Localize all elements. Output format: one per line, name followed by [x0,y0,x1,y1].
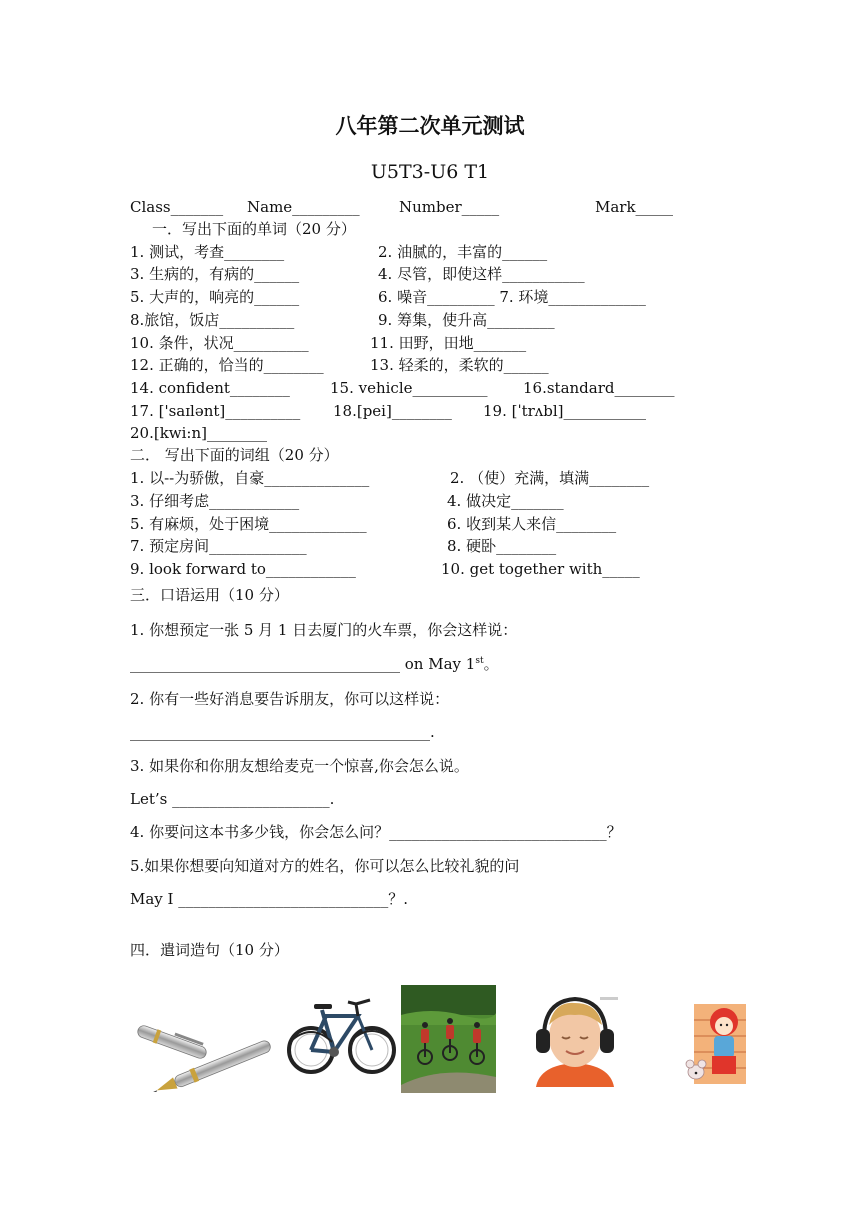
list-item: 1. 测试，考查________ [130,243,285,261]
list-item: 18.[pei]________ [333,402,452,420]
answer-5: May I ____________________________？. [130,890,409,908]
list-item: 10. get together with_____ [441,560,640,578]
class-field: Class_______ [130,198,224,216]
question-3: 3. 如果你和你朋友想给麦克一个惊喜,你会怎么说。 [130,757,469,775]
list-item: 4. 尽管，即使这样___________ [378,265,585,283]
list-item: 7. 预定房间_____________ [130,537,307,555]
bicycle-image [286,992,396,1084]
list-item: 3. 生病的，有病的______ [130,265,300,283]
cyclists-photo [401,985,496,1093]
list-item: 14. confident________ [130,379,290,397]
question-2: 2. 你有一些好消息要告诉朋友，你可以这样说： [130,690,450,708]
list-item: 11. 田野，田地_______ [370,334,527,352]
list-item: 9. 筹集，使升高_________ [378,311,555,329]
list-item: 6. 噪音_________ 7. 环境_____________ [378,288,646,306]
page-title: 八年第二次单元测试 [335,113,525,138]
answer-1-line: ____________________________________ on May 1 [130,655,476,673]
answer-2: ________________________________________. [130,723,435,741]
list-item: 6. 收到某人来信________ [447,515,617,533]
question-4: 4. 你要问这本书多少钱，你会怎么问？_____________________________？ [130,823,622,841]
list-item: 2. （使）充满，填满________ [450,469,650,487]
list-item: 9. look forward to____________ [130,560,356,578]
question-1: 1. 你想预定一张 5 月 1 日去厦门的火车票，你会这样说： [130,621,518,639]
list-item: 10. 条件，状况__________ [130,334,309,352]
answer-1-end: 。 [483,655,499,673]
section3-heading: 三．口语运用（10 分） [130,586,289,604]
list-item: 13. 轻柔的，柔软的______ [370,356,549,374]
number-field: Number_____ [399,198,500,216]
list-item: 1. 以--为骄傲，自豪______________ [130,469,370,487]
name-field: Name_________ [247,198,360,216]
list-item: 5. 有麻烦，处于困境_____________ [130,515,367,533]
fountain-pen-image [132,1022,278,1092]
list-item: 2. 油腻的，丰富的______ [378,243,548,261]
boy-with-headphones-image [530,995,620,1087]
question-5: 5.如果你想要向知道对方的姓名，你可以怎么比较礼貌的问 [130,857,520,875]
list-item: 4. 做决定_______ [447,492,564,510]
list-item: 8.旅馆，饭店__________ [130,311,295,329]
list-item: 15. vehicle__________ [330,379,488,397]
section2-heading: 二． 写出下面的词组（20 分） [130,446,339,464]
list-item: 19. [ˈtrʌbl]___________ [483,402,647,420]
section1-heading: 一．写出下面的单词（20 分） [152,220,356,238]
page-subtitle: U5T3-U6 T1 [370,161,490,183]
list-item: 12. 正确的，恰当的________ [130,356,324,374]
ordinal-suffix: st [475,656,484,666]
cartoon-girl-mouse-image [684,1000,750,1088]
list-item: 8. 硬卧________ [447,537,557,555]
section4-heading: 四．遣词造句（10 分） [130,941,289,959]
answer-3: Let’s _____________________. [130,790,335,808]
list-item: 3. 仔细考虑____________ [130,492,300,510]
list-item: 17. ['saɪlənt]__________ [130,402,301,420]
answer-1 [130,654,499,674]
list-item: 20.[kwi:n]________ [130,424,267,442]
list-item: 5. 大声的，响亮的______ [130,288,300,306]
mark-field: Mark_____ [595,198,674,216]
list-item: 16.standard________ [523,379,675,397]
